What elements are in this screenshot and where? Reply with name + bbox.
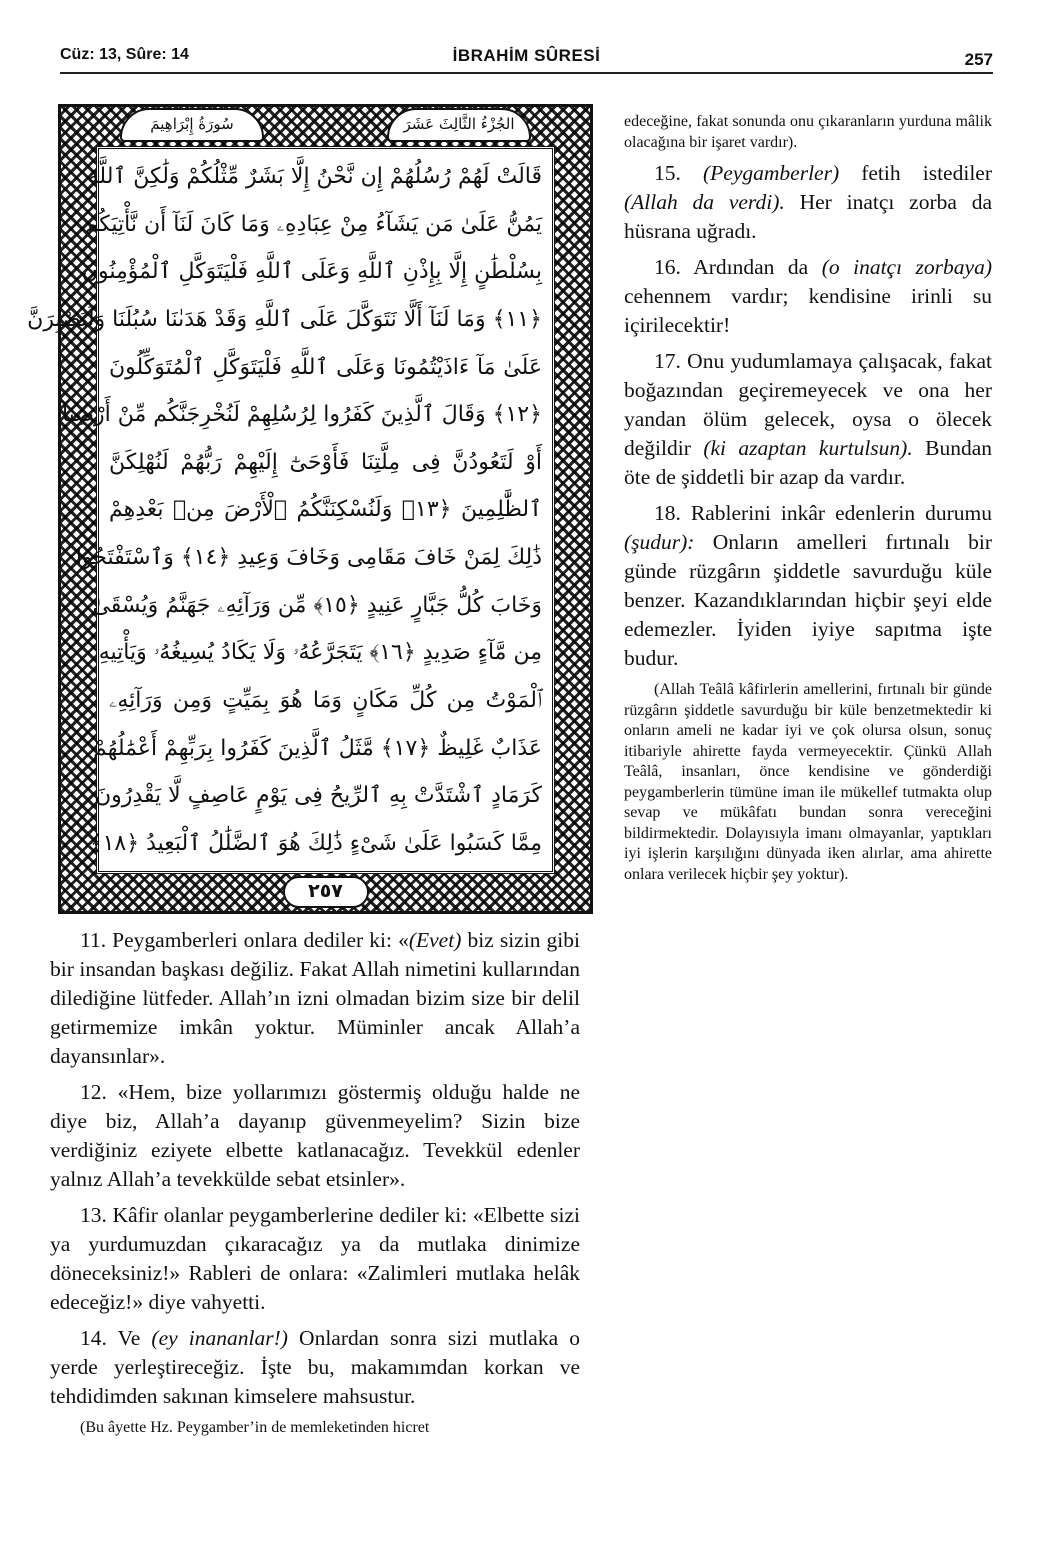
arabic-lines	[27, 153, 542, 867]
arabic-line: مِمَّا كَسَبُوا عَلَىٰ شَىْءٍ ذَٰلِكَ هُوَ ٱلضَّلَٰلُ ٱلْبَعِيدُ ﴿١٨﴾	[89, 830, 542, 856]
arabic-line: يَمُنُّ عَلَىٰ مَن يَشَآءُ مِنْ عِبَادِهِۦ وَمَا كَانَ لَنَآ أَن نَّأْتِيَكُم	[84, 211, 542, 237]
arabic-line: ﴿١١﴾ وَمَا لَنَآ أَلَّا نَتَوَكَّلَ عَلَى ٱللَّهِ وَقَدْ هَدَىٰنَا سُبُلَنَا وَلَنَصْبِرَنَّ	[27, 306, 542, 332]
arabic-line: ذَٰلِكَ لِمَنْ خَافَ مَقَامِى وَخَافَ وَعِيدِ ﴿١٤﴾ وَٱسْتَفْتَحُوا	[75, 545, 542, 571]
arabic-line: ٱلْمَوْتُ مِن كُلِّ مَكَانٍ وَمَا هُوَ بِمَيِّتٍ وَمِن وَرَآئِهِۦ	[109, 688, 542, 714]
arabic-line: وَخَابَ كُلُّ جَبَّارٍ عَنِيدٍ ﴿١٥﴾ مِّن وَرَآئِهِۦ جَهَنَّمُ وَيُسْقَىٰ	[92, 592, 542, 618]
verse-15: 15. (Peygamberler) fetih istediler (Allah da verdi). Her inatçı zorba da hüsrana uğradı.	[624, 161, 993, 243]
page-header	[60, 44, 993, 74]
surah-name-cartouche: سُورَةُ إِبْرَاهِيمَ	[120, 108, 264, 142]
right-column	[624, 112, 992, 891]
mushaf-page-image	[27, 104, 593, 914]
arabic-line: عَذَابٌ غَلِيظٌ ﴿١٧﴾ مَّثَلُ ٱلَّذِينَ كَفَرُوا بِرَبِّهِمْ أَعْمَٰلُهُمْ	[93, 735, 542, 761]
footnote-14-continued: edeceğine, fakat sonunda onu çıkaranların yurduna mâlik olacağına bir işaret vardır).	[624, 113, 992, 151]
verse-17: 17. Onu yudumlamaya çalışacak, fakat boğazından geçiremeyecek ve ona her yandan ölüm gelecek, oysa o ölecek değildir (ki azaptan kurtulsun). Bundan öte de şiddetli bir azap da vardır.	[624, 349, 993, 489]
arabic-line: عَلَىٰ مَآ ءَاذَيْتُمُونَا وَعَلَى ٱللَّهِ فَلْيَتَوَكَّلِ ٱلْمُتَوَكِّلُونَ	[109, 354, 542, 380]
left-column	[50, 926, 580, 1445]
arabic-line: قَالَتْ لَهُمْ رُسُلُهُمْ إِن نَّحْنُ إِلَّا بَشَرٌ مِّثْلُكُمْ وَلَٰكِنَّ ٱللَّهَ	[87, 164, 542, 189]
arabic-line: أَوْ لَتَعُودُنَّ فِى مِلَّتِنَا فَأَوْحَىٰٓ إِلَيْهِمْ رَبُّهُمْ لَنُهْلِكَنَّ	[109, 449, 542, 475]
footnote-14: (Bu âyette Hz. Peygamber’in de memleketinden hicret	[80, 1419, 430, 1436]
page-number: 257	[964, 50, 993, 69]
verse-11: 11. Peygamberleri onlara dediler ki: «(Evet) biz sizin gibi bir insandan başkası değiliz. Fakat Allah nimetini kullarından dilediğine lütfeder. Allah’ın izni olmadan bizim size bir delil getirmemize imkân yoktur. Müminler ancak Allah’a dayansınlar».	[50, 928, 580, 1068]
verse-13: 13. Kâfir olanlar peygamberlerine dediler ki: «Elbette sizi ya yurdumuzdan çıkaracağız ya da mutlaka dinimize döneceksiniz!» Rableri de onlara: «Zalimleri mutlaka helâk edeceğiz!» diye vahyetti.	[50, 1203, 580, 1314]
arabic-text-panel	[27, 146, 555, 874]
verse-14: 14. Ve (ey inananlar!) Onlardan sonra sizi mutlaka o yerde yerleştireceğiz. İşte bu, makamımdan korkan ve tehdidimden sakınan kimselere mahsustur.	[50, 1326, 580, 1408]
surah-title: İBRAHİM SÛRESİ	[452, 46, 601, 65]
verse-16: 16. Ardından da (o inatçı zorbaya) cehennem vardır; kendisine irinli su içirilecektir!	[624, 255, 992, 337]
arabic-line: مِن مَّآءٍ صَدِيدٍ ﴿١٦﴾ يَتَجَرَّعُهُۥ وَلَا يَكَادُ يُسِيغُهُۥ وَيَأْتِيهِ	[98, 640, 542, 666]
footnote-18: (Allah Teâlâ kâfirlerin amellerini, fırtınalı bir günde rüzgârın şiddetle savurduğu bir küle benzetmektedir ki onların ameli ne kadar iyi ve çok olursa olsun, sonuç itibariyle ahirette fayda vermeyecektir. Çünkü Allah Teâlâ, insanları, önce kendisine ve gönderdiği peygamberlerin tümüne iman ile mükellef tutmakta olup sevap ve mükâfatı bundan sonra vereceğini bildirmektedir. Dolayısıyla imanı olmayanlar, yaptıkları iyi işlerin karşılığını dünyada iken alırlar, ama ahirette onlara verilecek hiçbir şey yoktur).	[624, 681, 992, 883]
juz-surah-label: Cüz: 13, Sûre: 14	[60, 46, 189, 63]
juz-name-cartouche: الجُزْءُ الثَّالِثَ عَشَرَ	[387, 108, 531, 142]
verse-12: 12. «Hem, bize yollarımızı göstermiş olduğu halde ne diye biz, Allah’a dayanıp güvenmeyelim? Sizin bize verdiğiniz eziyete elbette katlanacağız. Tevekkül edenler yalnız Allah’a tevekkülde sebat etsinler».	[50, 1080, 580, 1191]
verse-18: 18. Rablerini inkâr edenlerin durumu (şudur): Onların amelleri fırtınalı bir günde rüzgârın şiddetle savurduğu küle benzer. Kazandıklarından hiçbir şeyi elde edemezler. İyiden iyiye sapıtma işte budur.	[624, 501, 992, 670]
arabic-line: بِسُلْطَٰنٍ إِلَّا بِإِذْنِ ٱللَّهِ وَعَلَى ٱللَّهِ فَلْيَتَوَكَّلِ ٱلْمُؤْمِنُونَ	[81, 259, 542, 285]
arabic-line: ﴿١٢﴾ وَقَالَ ٱلَّذِينَ كَفَرُوا لِرُسُلِهِمْ لَنُخْرِجَنَّكُم مِّنْ أَرْضِنَآ	[61, 402, 542, 428]
arabic-line: كَرَمَادٍ ٱشْتَدَّتْ بِهِ ٱلرِّيحُ فِى يَوْمٍ عَاصِفٍ لَّا يَقْدِرُونَ	[94, 783, 542, 809]
arabic-page-number: ٢٥٧	[283, 876, 369, 908]
arabic-line: ٱلظَّٰلِمِينَ ﴿١٣﴾ وَلَنُسْكِنَنَّكُمُ ٱلْأَرْضَ مِنۢ بَعْدِهِمْ	[109, 497, 542, 523]
